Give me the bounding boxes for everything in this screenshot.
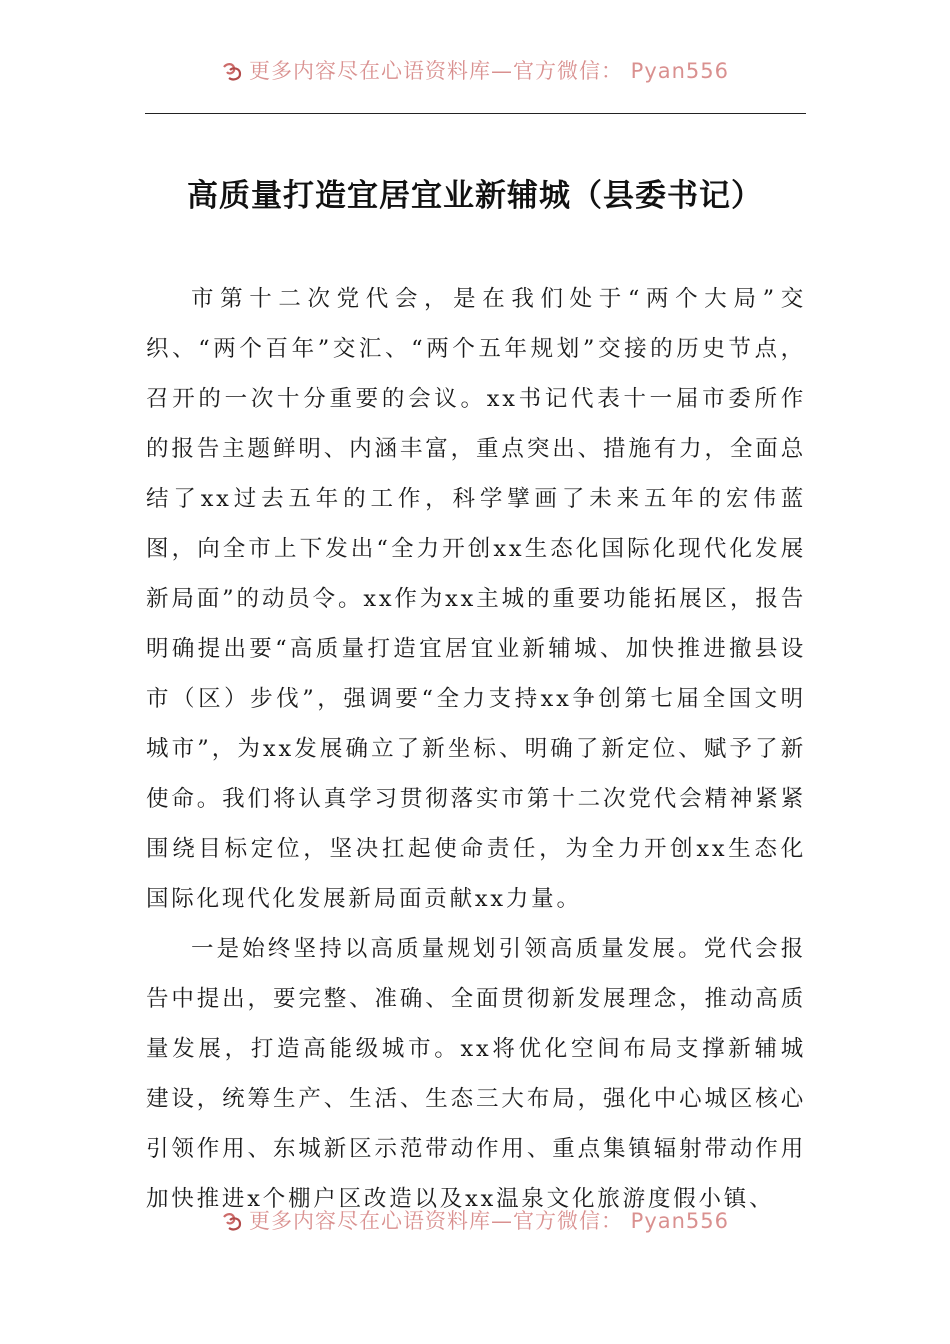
- watermark-text: 更多内容尽在心语资料库—官方微信： Pyan556: [248, 1209, 730, 1233]
- document-body: [146, 274, 806, 1224]
- paragraph: 一是始终坚持以高质量规划引领高质量发展。党代会报告中提出，要完整、准确、全面贯彻新发展理念，推动高质量发展，打造高能级城市。xx将优化空间布局支撑新辅城建设，统筹生产、生活、生态三大布局，强化中心城区核心引领作用、东城新区示范带动作用、重点集镇辐射带动作用加快推进x个棚户区改造以及xx温泉文化旅游度假小镇、: [146, 936, 806, 1212]
- watermark-header: [0, 58, 950, 84]
- watermark-footer: [0, 1208, 950, 1234]
- watermark-logo-icon: [221, 61, 243, 83]
- document-title: 高质量打造宜居宜业新辅城（县委书记）: [187, 178, 763, 214]
- watermark-logo-icon: [221, 1211, 243, 1233]
- header-divider: [145, 113, 806, 114]
- watermark-text: 更多内容尽在心语资料库—官方微信： Pyan556: [248, 59, 730, 83]
- paragraph: 市第十二次党代会，是在我们处于“两个大局”交织、“两个百年”交汇、“两个五年规划”交接的历史节点，召开的一次十分重要的会议。xx书记代表十一届市委所作的报告主题鲜明、内涵丰富，重点突出、措施有力，全面总结了xx过去五年的工作，科学擘画了未来五年的宏伟蓝图，向全市上下发出“全力开创xx生态化国际化现代化发展新局面”的动员令。xx作为xx主城的重要功能拓展区，报告明确提出要“高质量打造宜居宜业新辅城、加快推进撤县设市（区）步伐”，强调要“全力支持xx争创第七届全国文明城市”，为xx发展确立了新坐标、明确了新定位、赋予了新使命。我们将认真学习贯彻落实市第十二次党代会精神紧紧围绕目标定位，坚决扛起使命责任，为全力开创xx生态化国际化现代化发展新局面贡献xx力量。: [146, 286, 806, 912]
